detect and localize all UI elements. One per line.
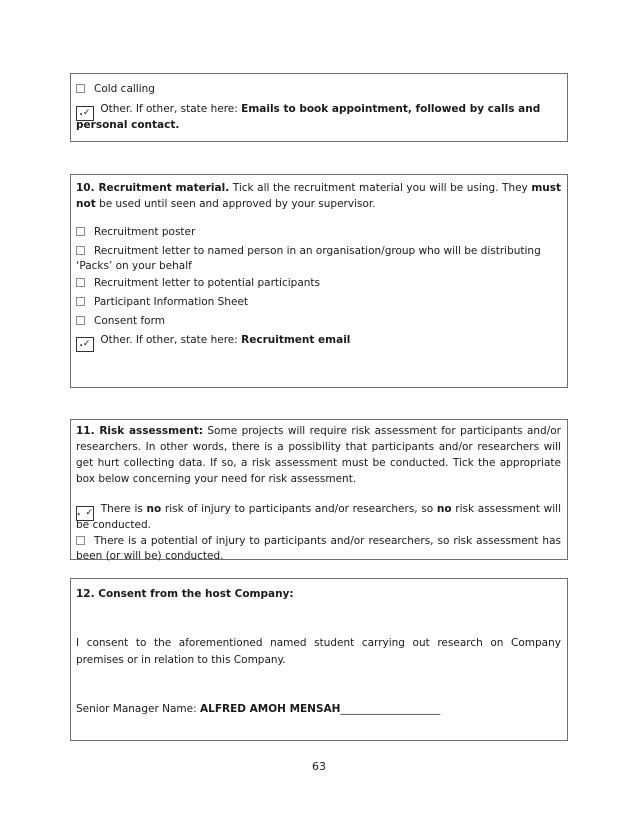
no-risk-option: .✓ There is no risk of injury to participants and/or researchers, so no risk assessment will [76,501,561,521]
participant-info-sheet-checkbox[interactable] [76,297,85,306]
recruitment-letter-participants-checkbox[interactable] [76,278,85,287]
cold-calling-option [76,81,561,98]
other-method-prefix: Other. If other, state here: [100,103,238,115]
other-method-checkbox-checked[interactable]: .✓ [76,106,94,121]
senior-manager-field: Senior Manager Name: ALFRED AMOH MENSAH___________________ [76,703,441,715]
section-10-instruction: 10. Recruitment material. Tick all the recruitment material you will be using. They must [76,182,562,194]
consent-statement: I consent to the aforementioned named student carrying out research on Company [76,637,561,649]
section-12-host-consent: 12. Consent from the host Company: I consent to the aforementioned named student carrying out research on Company premises or in relation to this Company. Senior Manager Name: ALFRED AMOH MENSAH___________________ [70,578,568,741]
list-item: Recruitment letter to named person in an organisation/group who will be distributing [76,243,561,260]
section-10-other-checkbox-checked[interactable]: .✓ [76,337,94,352]
section-10-other-answer: Recruitment email [241,334,351,346]
risk-assessed-option: There is a potential of injury to participants and/or researchers, so risk assessment has [76,533,561,550]
cold-calling-label: Cold calling [94,83,155,95]
section-11-risk-assessment: 11. Risk assessment: Some projects will require risk assessment for participants and/or researchers. In other words, there is a possibility that participants and/or researchers will get hurt collecting data. If so, a risk assessment must be conducted. Tick the appropriate box below concerning your need for risk assessment. .✓ There is no risk of injury to participants and/or researchers, so no risk assessment will be conducted. There is a potential of injury to participants and/or researchers, so risk assessment has been (or will be) conducted. [70,419,568,560]
other-method-answer: Emails to book appointment, followed by calls and [241,103,541,115]
list-item: Recruitment poster [76,224,561,241]
section-12-heading: 12. Consent from the host Company: [76,588,294,600]
section-10-recruitment-material: 10. Recruitment material. Tick all the recruitment material you will be using. They must not be used until seen and approved by your supervisor. Recruitment poster Recruitment letter to named person in an organisation/group who will be distributing ‘Packs’ on your behalf Recruitment letter to potential participants Participant Information Sheet Consent form .✓ Other. If other, state here: Recruitment email [70,174,568,388]
section-11-heading: 11. Risk assessment: [76,425,203,437]
list-item: Consent form [76,313,561,330]
cold-calling-checkbox[interactable] [76,84,85,93]
list-item: Recruitment letter to potential participants [76,275,561,292]
section-10-heading: 10. Recruitment material. [76,182,230,194]
list-item: Participant Information Sheet [76,294,561,311]
consent-form-checkbox[interactable] [76,316,85,325]
no-risk-checkbox-checked[interactable]: .✓ [76,506,94,521]
recruitment-method-box [70,73,568,142]
recruitment-letter-named-checkbox[interactable] [76,246,85,255]
other-method-answer-continued: personal contact. [76,119,180,131]
section-10-other-option: .✓ Other. If other, state here: Recruitment email [76,332,561,352]
risk-assessed-checkbox[interactable] [76,536,85,545]
page-number: 63 [312,760,326,773]
recruitment-poster-checkbox[interactable] [76,227,85,236]
senior-manager-name: ALFRED AMOH MENSAH [200,703,341,715]
